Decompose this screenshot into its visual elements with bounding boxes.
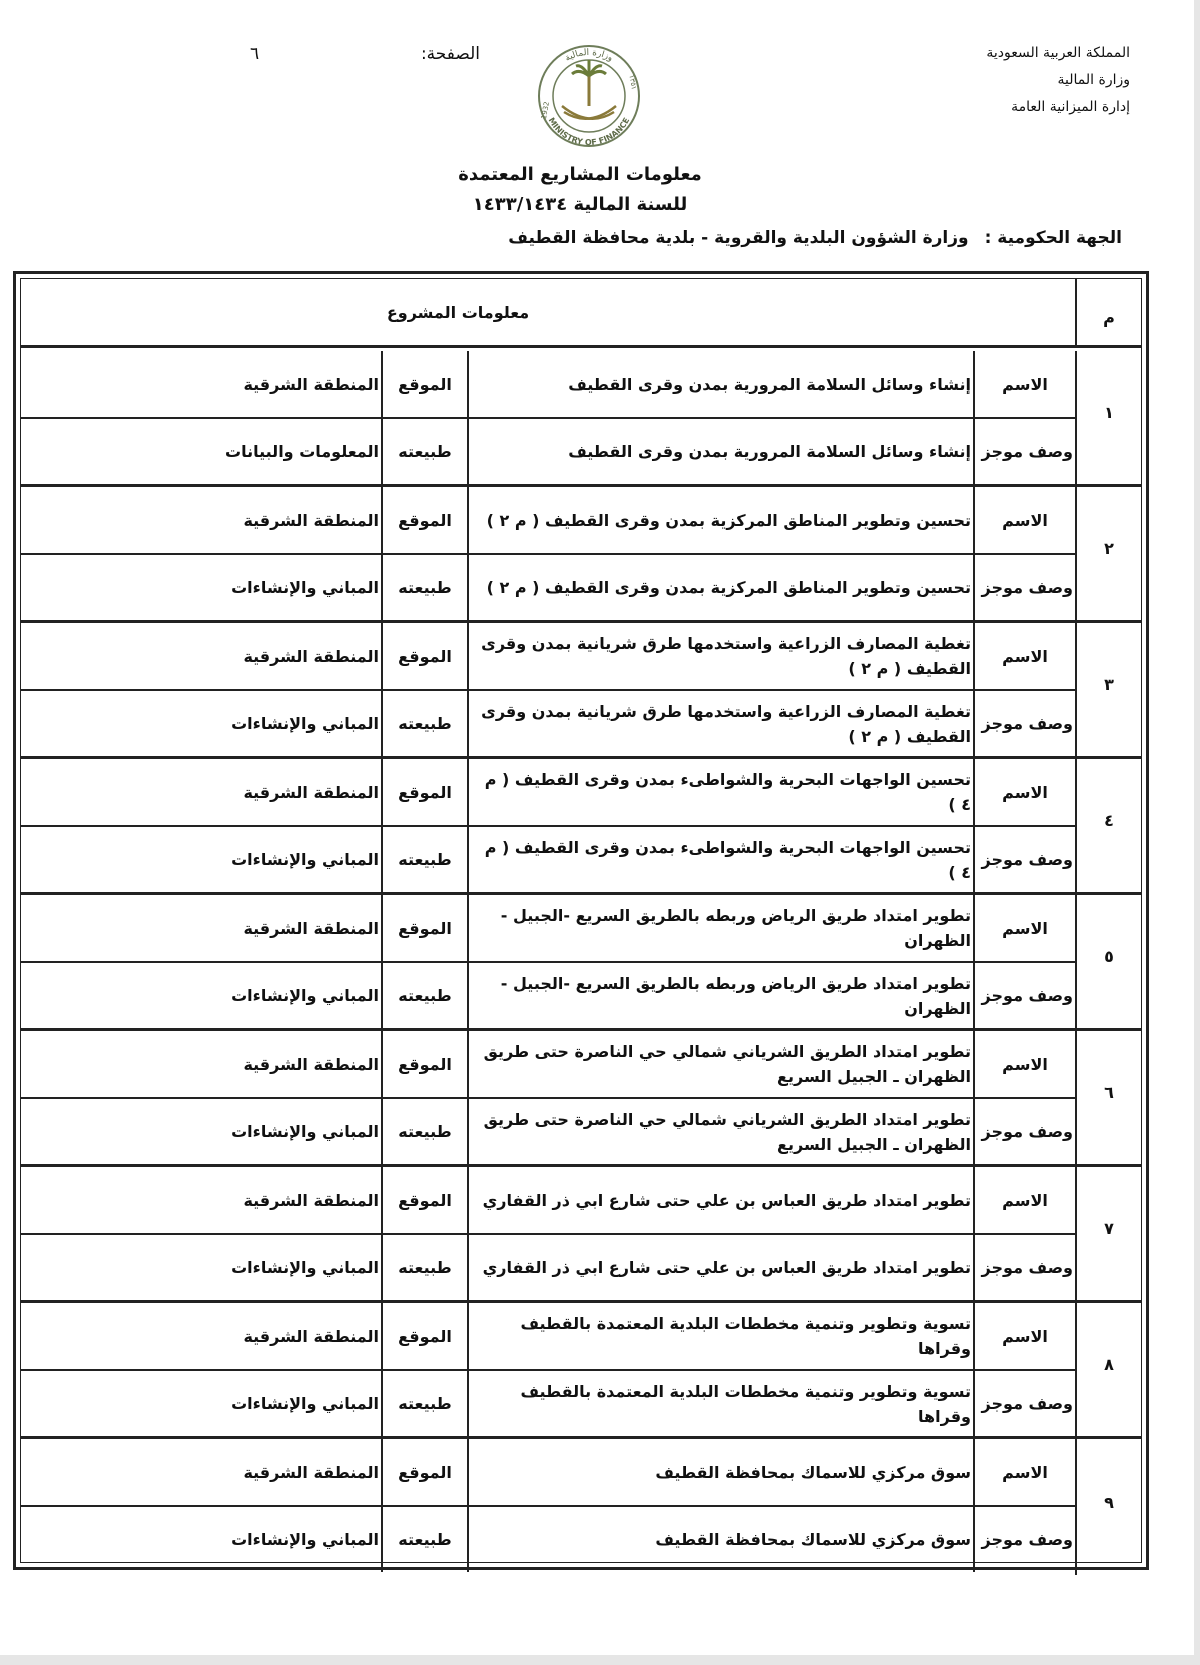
project-name-line xyxy=(21,895,1075,963)
project-name-line xyxy=(21,1303,1075,1371)
project-name: إنشاء وسائل السلامة المرورية بمدن وقرى القطيف xyxy=(467,351,973,417)
project-row xyxy=(21,1031,1141,1167)
project-name-line xyxy=(21,1031,1075,1099)
project-name-line xyxy=(21,1439,1075,1507)
project-description-line xyxy=(21,419,1075,484)
project-number: ٦ xyxy=(1075,1031,1141,1164)
table-header-row xyxy=(21,279,1141,348)
project-description: تسوية وتطوير وتنمية مخططات البلدية المعتمدة بالقطيف وقراها xyxy=(467,1371,973,1436)
letterhead xyxy=(986,40,1130,121)
svg-text:١٣٥١: ١٣٥١ xyxy=(627,74,638,91)
nature-label: طبيعته xyxy=(381,963,467,1028)
project-row xyxy=(21,895,1141,1031)
nature-label: طبيعته xyxy=(381,1235,467,1300)
project-number: ٨ xyxy=(1075,1303,1141,1436)
project-name-line xyxy=(21,487,1075,555)
project-description: إنشاء وسائل السلامة المرورية بمدن وقرى القطيف xyxy=(467,419,973,484)
project-name: تحسين الواجهات البحرية والشواطىء بمدن وقرى القطيف ( م ٤ ) xyxy=(467,759,973,825)
project-nature: المباني والإنشاءات xyxy=(231,986,379,1005)
name-label: الاسم xyxy=(973,1031,1075,1097)
project-number: ٩ xyxy=(1075,1439,1141,1575)
page-number: ٦ xyxy=(250,44,260,64)
project-description: تطوير امتداد طريق الرياض وربطه بالطريق السريع -الجبيل - الظهران xyxy=(467,963,973,1028)
project-description: تطوير امتداد طريق العباس بن علي حتى شارع ابي ذر القفاري xyxy=(467,1235,973,1300)
column-header-number: م xyxy=(1075,279,1141,345)
project-nature: المباني والإنشاءات xyxy=(231,714,379,733)
svg-text:1932: 1932 xyxy=(539,100,551,120)
project-description: تحسين الواجهات البحرية والشواطىء بمدن وقرى القطيف ( م ٤ ) xyxy=(467,827,973,892)
project-row xyxy=(21,623,1141,759)
project-name-line xyxy=(21,759,1075,827)
project-name-line xyxy=(21,351,1075,419)
project-description-line xyxy=(21,1099,1075,1164)
nature-label: طبيعته xyxy=(381,691,467,756)
name-label: الاسم xyxy=(973,351,1075,417)
location-label: الموقع xyxy=(381,895,467,961)
project-row xyxy=(21,1439,1141,1575)
description-label: وصف موجز xyxy=(973,827,1075,892)
project-name: تسوية وتطوير وتنمية مخططات البلدية المعتمدة بالقطيف وقراها xyxy=(467,1303,973,1369)
name-label: الاسم xyxy=(973,1439,1075,1505)
scan-edge-bottom xyxy=(0,1655,1200,1665)
name-label: الاسم xyxy=(973,487,1075,553)
project-row xyxy=(21,759,1141,895)
project-description-line xyxy=(21,1371,1075,1436)
projects-table xyxy=(13,271,1149,1570)
project-description-line xyxy=(21,1235,1075,1300)
project-description: تحسين وتطوير المناطق المركزية بمدن وقرى القطيف ( م ٢ ) xyxy=(467,555,973,620)
description-label: وصف موجز xyxy=(973,555,1075,620)
scan-edge-right xyxy=(1194,0,1200,1665)
project-description: تغطية المصارف الزراعية واستخدمها طرق شريانية بمدن وقرى القطيف ( م ٢ ) xyxy=(467,691,973,756)
page-indicator xyxy=(250,44,480,64)
title-line-1: معلومات المشاريع المعتمدة xyxy=(458,164,702,185)
project-name: تطوير امتداد طريق الرياض وربطه بالطريق السريع -الجبيل - الظهران xyxy=(467,895,973,961)
project-number: ١ xyxy=(1075,351,1141,484)
project-location: المنطقة الشرقية xyxy=(243,918,379,938)
project-name: تحسين وتطوير المناطق المركزية بمدن وقرى القطيف ( م ٢ ) xyxy=(467,487,973,553)
column-header-project-info: معلومات المشروع xyxy=(386,302,530,322)
page-label: الصفحة: xyxy=(420,44,480,64)
project-nature: المعلومات والبيانات xyxy=(225,442,379,461)
description-label: وصف موجز xyxy=(973,963,1075,1028)
project-number: ٢ xyxy=(1075,487,1141,620)
kingdom-name: المملكة العربية السعودية xyxy=(986,45,1130,61)
project-nature: المباني والإنشاءات xyxy=(231,850,379,869)
project-name: تغطية المصارف الزراعية واستخدمها طرق شريانية بمدن وقرى القطيف ( م ٢ ) xyxy=(467,623,973,689)
project-location: المنطقة الشرقية xyxy=(243,646,379,666)
project-row xyxy=(21,351,1141,487)
location-label: الموقع xyxy=(381,487,467,553)
location-label: الموقع xyxy=(381,1167,467,1233)
project-location: المنطقة الشرقية xyxy=(243,1054,379,1074)
location-label: الموقع xyxy=(381,1439,467,1505)
document-title xyxy=(420,160,740,220)
name-label: الاسم xyxy=(973,623,1075,689)
nature-label: طبيعته xyxy=(381,1507,467,1572)
project-number: ٥ xyxy=(1075,895,1141,1028)
project-nature: المباني والإنشاءات xyxy=(231,1122,379,1141)
nature-label: طبيعته xyxy=(381,555,467,620)
name-label: الاسم xyxy=(973,759,1075,825)
projects-table-inner xyxy=(20,278,1142,1563)
project-description-line xyxy=(21,963,1075,1028)
name-label: الاسم xyxy=(973,1303,1075,1369)
location-label: الموقع xyxy=(381,351,467,417)
nature-label: طبيعته xyxy=(381,827,467,892)
description-label: وصف موجز xyxy=(973,419,1075,484)
entity-label: الجهة الحكومية : xyxy=(984,228,1122,248)
location-label: الموقع xyxy=(381,1303,467,1369)
project-location: المنطقة الشرقية xyxy=(243,1190,379,1210)
project-location: المنطقة الشرقية xyxy=(243,1326,379,1346)
project-number: ٤ xyxy=(1075,759,1141,892)
government-entity xyxy=(508,228,1122,248)
project-location: المنطقة الشرقية xyxy=(243,1462,379,1482)
project-nature: المباني والإنشاءات xyxy=(231,1258,379,1277)
project-nature: المباني والإنشاءات xyxy=(231,1530,379,1549)
project-number: ٣ xyxy=(1075,623,1141,756)
project-location: المنطقة الشرقية xyxy=(243,782,379,802)
location-label: الموقع xyxy=(381,623,467,689)
project-nature: المباني والإنشاءات xyxy=(231,578,379,597)
ministry-of-finance-logo xyxy=(524,40,654,148)
project-name: تطوير امتداد الطريق الشرياني شمالي حي الناصرة حتى طريق الظهران ـ الجبيل السريع xyxy=(467,1031,973,1097)
entity-value: وزارة الشؤون البلدية والقروية - بلدية محافظة القطيف xyxy=(508,228,969,248)
project-name: سوق مركزي للاسماك بمحافظة القطيف xyxy=(467,1439,973,1505)
project-name: تطوير امتداد طريق العباس بن علي حتى شارع ابي ذر القفاري xyxy=(467,1167,973,1233)
project-description-line xyxy=(21,691,1075,756)
department-name: إدارة الميزانية العامة xyxy=(1011,99,1130,115)
project-name-line xyxy=(21,623,1075,691)
description-label: وصف موجز xyxy=(973,1235,1075,1300)
project-row xyxy=(21,1167,1141,1303)
svg-text:وزارة المالية: وزارة المالية xyxy=(563,47,615,64)
project-description: سوق مركزي للاسماك بمحافظة القطيف xyxy=(467,1507,973,1572)
project-description-line xyxy=(21,555,1075,620)
project-location: المنطقة الشرقية xyxy=(243,374,379,394)
name-label: الاسم xyxy=(973,1167,1075,1233)
project-name-line xyxy=(21,1167,1075,1235)
project-location: المنطقة الشرقية xyxy=(243,510,379,530)
project-nature: المباني والإنشاءات xyxy=(231,1394,379,1413)
location-label: الموقع xyxy=(381,759,467,825)
nature-label: طبيعته xyxy=(381,1099,467,1164)
description-label: وصف موجز xyxy=(973,1099,1075,1164)
description-label: وصف موجز xyxy=(973,691,1075,756)
project-description: تطوير امتداد الطريق الشرياني شمالي حي الناصرة حتى طريق الظهران ـ الجبيل السريع xyxy=(467,1099,973,1164)
svg-text:MINISTRY OF FINANCE: MINISTRY OF FINANCE xyxy=(546,116,632,148)
ministry-name: وزارة المالية xyxy=(1057,72,1130,88)
nature-label: طبيعته xyxy=(381,419,467,484)
description-label: وصف موجز xyxy=(973,1371,1075,1436)
name-label: الاسم xyxy=(973,895,1075,961)
description-label: وصف موجز xyxy=(973,1507,1075,1572)
title-line-2: للسنة المالية ١٤٣٣/١٤٣٤ xyxy=(472,194,688,215)
project-number: ٧ xyxy=(1075,1167,1141,1300)
project-description-line xyxy=(21,1507,1075,1572)
project-row xyxy=(21,487,1141,623)
nature-label: طبيعته xyxy=(381,1371,467,1436)
location-label: الموقع xyxy=(381,1031,467,1097)
project-row xyxy=(21,1303,1141,1439)
project-description-line xyxy=(21,827,1075,892)
